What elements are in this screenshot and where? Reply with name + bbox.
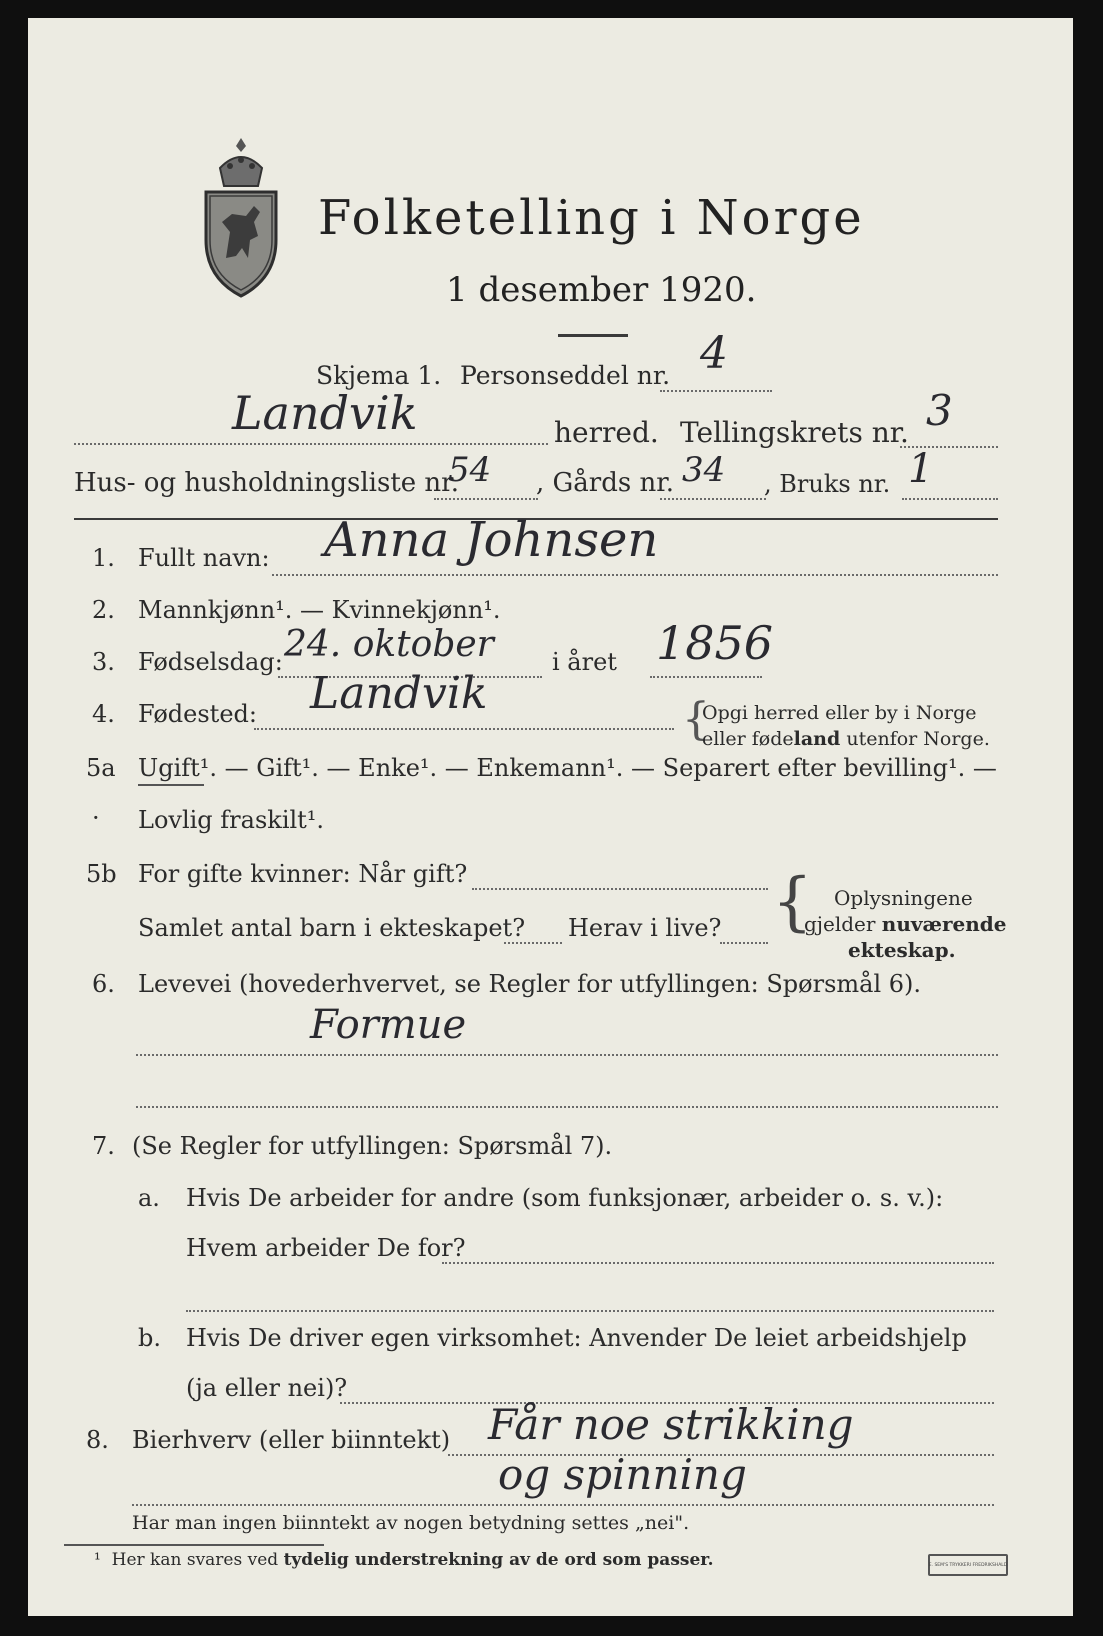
married-when-line — [472, 888, 768, 890]
printer-stamp: E. SEM'S TRYKKERI FREDRIKSHALD — [928, 1554, 1008, 1576]
q7a-line2: Hvem arbeider De for? — [186, 1234, 466, 1262]
herred-line — [74, 443, 548, 445]
q7b-line1: Hvis De driver egen virksomhet: Anvender De leiet arbeidshjelp — [186, 1324, 967, 1352]
no-income-note: Har man ingen biinntekt av nogen betydning settes „nei". — [132, 1512, 690, 1534]
skjema-label: Skjema 1. — [316, 361, 442, 390]
bruks-label: , Bruks nr. — [764, 470, 891, 498]
side-income-value-1: Får noe strikking — [488, 1400, 854, 1449]
bruks-value: 1 — [908, 446, 934, 492]
q4-label: Fødested: — [138, 700, 257, 728]
q8-number: 8. — [86, 1426, 109, 1454]
q5b-note-2: gjelder nuværende — [804, 912, 1007, 936]
birthplace-note-1: Opgi herred eller by i Norge — [702, 702, 977, 724]
q5a-bullet: · — [92, 804, 100, 832]
marital-status-line2: Lovlig fraskilt¹. — [138, 806, 325, 834]
birth-year-value: 1856 — [656, 616, 774, 670]
gards-label: , Gårds nr. — [536, 468, 675, 498]
q3-label: Fødselsdag: — [138, 648, 283, 676]
birthplace-note-brace: { — [682, 694, 710, 745]
norway-coat-of-arms-icon — [200, 130, 282, 300]
q4-number: 4. — [92, 700, 115, 728]
q7-label: (Se Regler for utfyllingen: Spørsmål 7). — [132, 1132, 613, 1160]
q5b-note-1: Oplysningene — [834, 886, 973, 910]
footnote: ¹ Her kan svares ved tydelig understrekning av de ord som passer. — [94, 1550, 714, 1570]
full-name-value: Anna Johnsen — [324, 512, 659, 568]
q6-number: 6. — [92, 970, 115, 998]
q6-label: Levevei (hovederhvervet, se Regler for utfyllingen: Spørsmål 6). — [138, 970, 922, 998]
ugift-underline — [138, 784, 204, 786]
alive-line — [720, 942, 768, 944]
q7-number: 7. — [92, 1132, 115, 1160]
herred-label: herred. — [554, 416, 659, 449]
q7b-letter: b. — [138, 1324, 161, 1352]
birthday-value: 24. oktober — [284, 624, 494, 665]
q7b-line2: (ja eller nei)? — [186, 1374, 348, 1402]
birthplace-note-2: eller fødeland utenfor Norge. — [702, 728, 990, 750]
marital-status-options: Ugift¹. — Gift¹. — Enke¹. — Enkemann¹. — Separert efter bevilling¹. — — [138, 754, 997, 782]
q8-label: Bierhverv (eller biinntekt) — [132, 1426, 451, 1454]
q1-number: 1. — [92, 544, 115, 572]
personseddel-value: 4 — [700, 328, 728, 379]
personseddel-label: Personseddel nr. — [460, 361, 671, 390]
personseddel-line — [660, 390, 772, 392]
q5b-line1: For gifte kvinner: Når gift? — [138, 860, 468, 888]
gards-line — [660, 498, 766, 500]
census-date: 1 desember 1920. — [446, 270, 757, 310]
q3-number: 3. — [92, 648, 115, 676]
hus-line — [434, 498, 538, 500]
title-divider — [558, 334, 628, 337]
footnote-divider — [64, 1544, 324, 1546]
q1-label: Fullt navn: — [138, 544, 270, 572]
bruks-line — [902, 498, 998, 500]
q1-line — [272, 574, 998, 576]
birthplace-line — [254, 728, 674, 730]
gards-value: 34 — [682, 450, 726, 490]
q5b-alive-label: Herav i live? — [568, 914, 722, 942]
q2-number: 2. — [92, 596, 115, 624]
q6-line2 — [136, 1106, 998, 1108]
q7a-employer-line — [442, 1262, 994, 1264]
q7a-letter: a. — [138, 1184, 160, 1212]
census-form-page — [28, 18, 1073, 1616]
q7a-extra-line — [186, 1310, 994, 1312]
hus-label: Hus- og husholdningsliste nr. — [74, 468, 460, 498]
q5b-children-label: Samlet antal barn i ekteskapet? — [138, 914, 526, 942]
occupation-value: Formue — [310, 1002, 467, 1048]
q5b-note-brace: { — [772, 865, 813, 939]
q5b-number: 5b — [86, 860, 117, 888]
year-label: i året — [552, 648, 617, 676]
page-title: Folketelling i Norge — [318, 190, 865, 246]
hus-value: 54 — [448, 450, 492, 490]
q5a-number: 5a — [86, 754, 116, 782]
q5b-note-3: ekteskap. — [848, 938, 956, 962]
q2-label: Mannkjønn¹. — Kvinnekjønn¹. — [138, 596, 501, 624]
herred-value: Landvik — [232, 386, 418, 440]
children-line — [504, 942, 562, 944]
q6-line1 — [136, 1054, 998, 1056]
q7a-line1: Hvis De arbeider for andre (som funksjonær, arbeider o. s. v.): — [186, 1184, 944, 1212]
side-income-value-2: og spinning — [498, 1450, 747, 1499]
tellingskrets-label: Tellingskrets nr. — [680, 416, 909, 449]
q8-line2 — [132, 1504, 994, 1506]
birthplace-value: Landvik — [310, 668, 488, 719]
tellingskrets-value: 3 — [926, 386, 953, 435]
year-line — [650, 676, 762, 678]
